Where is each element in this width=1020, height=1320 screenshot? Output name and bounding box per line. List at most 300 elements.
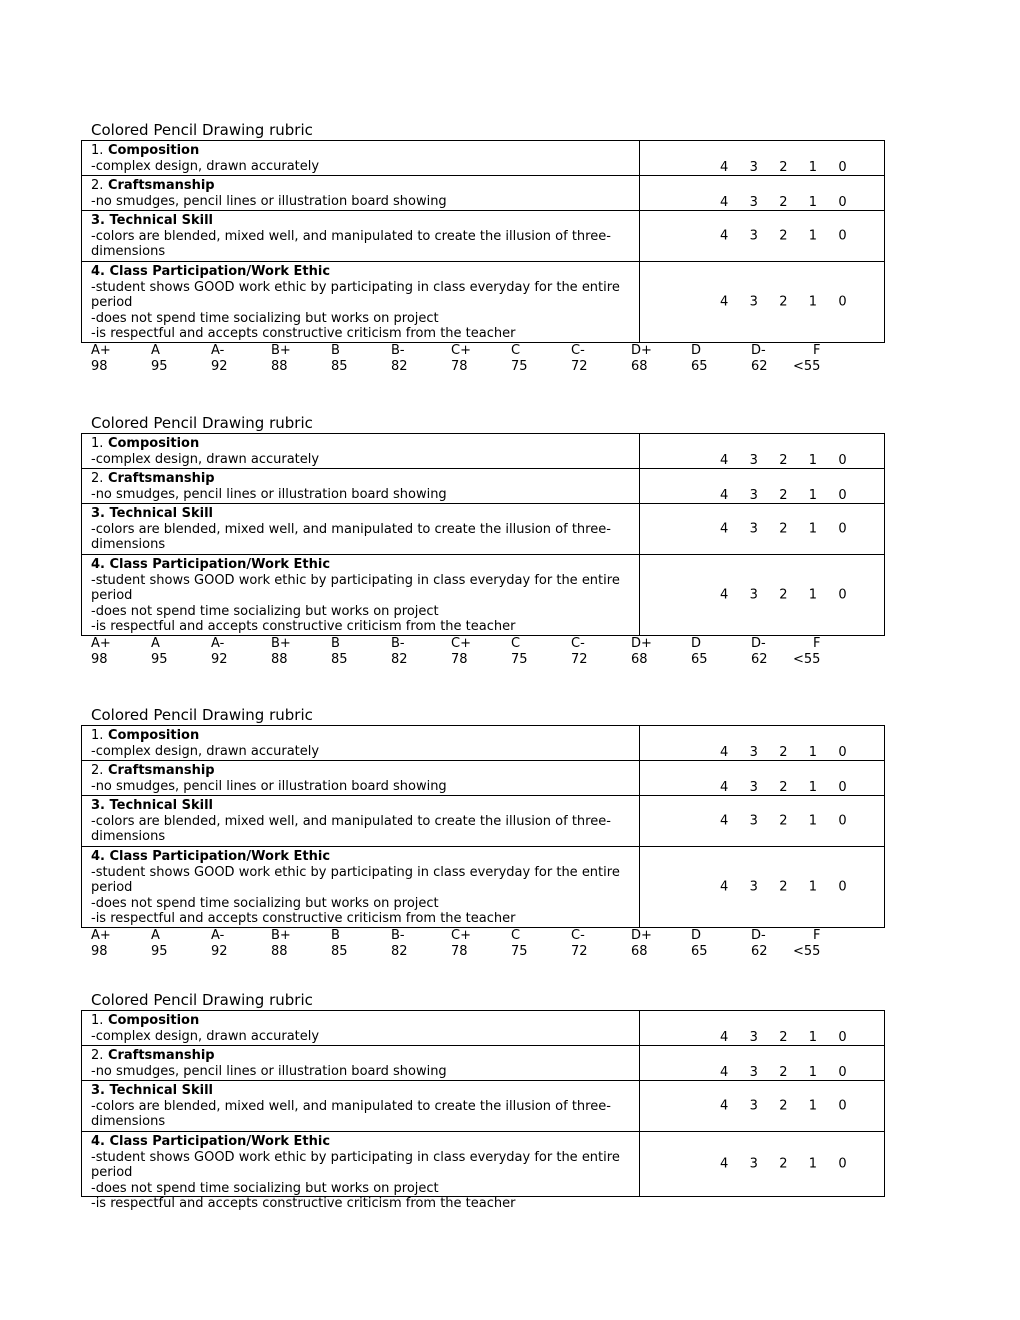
grade-values-row — [91, 944, 885, 960]
grade-value: <55 — [793, 943, 821, 959]
grade-value: 88 — [271, 943, 288, 959]
criterion-number: 2. — [91, 471, 104, 486]
grade-letter: B- — [391, 636, 405, 651]
grade-value: <55 — [793, 651, 821, 667]
grade-value: 78 — [451, 943, 468, 959]
criterion-content — [91, 1083, 631, 1131]
grade-letter: D- — [751, 343, 766, 358]
criterion-heading — [91, 1013, 631, 1029]
criterion-row — [82, 211, 885, 262]
grade-value: 85 — [331, 943, 348, 959]
criterion-description: -is respectful and accepts constructive criticism from the teacher — [91, 326, 516, 341]
grade-value: 98 — [91, 943, 108, 959]
grade-value: 82 — [391, 651, 408, 667]
grade-value: 72 — [571, 943, 588, 959]
grade-value: 62 — [751, 651, 768, 667]
criterion-number: 2. — [91, 1048, 104, 1063]
score-option: 1 — [808, 1065, 818, 1080]
score-cell — [640, 761, 885, 796]
rubric-block — [81, 991, 885, 1211]
criterion-description: -student shows GOOD work ethic by participating in class everyday for the entire period — [91, 1149, 620, 1180]
grade-letter: B+ — [271, 636, 291, 651]
score-option: 1 — [808, 745, 818, 760]
criterion-content — [91, 178, 631, 210]
criterion-cell — [82, 1011, 640, 1046]
score-option: 3 — [749, 453, 758, 468]
grade-letter: A+ — [91, 636, 111, 651]
score-option: 2 — [779, 1065, 788, 1080]
grade-letter: B- — [391, 343, 405, 358]
score-option: 1 — [808, 453, 818, 468]
criterion-cell — [82, 469, 640, 504]
score-option: 1 — [808, 1156, 818, 1172]
score-option: 4 — [720, 488, 729, 503]
grade-value: 88 — [271, 358, 288, 374]
score-option: 4 — [720, 521, 729, 537]
grade-letter: C — [511, 928, 521, 943]
score-option: 3 — [749, 745, 758, 760]
criterion-number: 1. — [91, 436, 104, 451]
grade-letter: B — [331, 636, 340, 651]
score-cell — [640, 141, 885, 176]
score-options — [720, 588, 868, 603]
score-option: 0 — [838, 879, 847, 895]
score-option: 4 — [720, 879, 729, 895]
criterion-content — [91, 436, 631, 468]
criterion-row — [82, 1132, 885, 1197]
grade-letter: A — [151, 928, 160, 943]
criterion-number: 1. — [91, 1013, 104, 1028]
criterion-title: Technical Skill — [109, 506, 213, 521]
rubric-table — [81, 725, 885, 928]
criterion-row — [82, 555, 885, 636]
criterion-content — [91, 763, 631, 795]
criterion-description: -no smudges, pencil lines or illustration board showing — [91, 486, 447, 502]
criterion-content — [91, 213, 631, 261]
criterion-cell — [82, 176, 640, 211]
score-option: 0 — [838, 587, 847, 603]
rubric-title: Colored Pencil Drawing rubric — [91, 414, 313, 432]
score-cell — [640, 262, 885, 343]
grade-value: 98 — [91, 358, 108, 374]
criterion-title: Technical Skill — [109, 1083, 213, 1098]
criterion-cell — [82, 1081, 640, 1132]
grade-letter: C- — [571, 928, 585, 943]
criterion-content — [91, 557, 631, 635]
grade-letter: C — [511, 343, 521, 358]
criterion-description: -student shows GOOD work ethic by participating in class everyday for the entire period — [91, 572, 620, 603]
criterion-number: 1. — [91, 728, 104, 743]
score-option: 3 — [749, 488, 758, 503]
criterion-cell — [82, 141, 640, 176]
grade-value: <55 — [793, 358, 821, 374]
score-cell — [640, 434, 885, 469]
grade-letter: C- — [571, 343, 585, 358]
score-option: 4 — [720, 1065, 729, 1080]
criterion-description: -no smudges, pencil lines or illustration board showing — [91, 193, 447, 209]
criterion-heading — [91, 213, 631, 229]
rubric-block — [81, 121, 885, 375]
criterion-title: Class Participation/Work Ethic — [109, 557, 331, 572]
criterion-title: Class Participation/Work Ethic — [109, 264, 331, 279]
criterion-heading — [91, 178, 631, 194]
grade-letter: C- — [571, 636, 585, 651]
grade-letter: A- — [211, 928, 225, 943]
score-option: 0 — [838, 453, 847, 468]
grade-letter: D — [691, 343, 702, 358]
grade-value: 62 — [751, 943, 768, 959]
score-option: 1 — [808, 879, 818, 895]
score-options — [720, 780, 868, 795]
score-option: 0 — [838, 488, 847, 503]
grade-letter: B — [331, 343, 340, 358]
score-options — [720, 1157, 868, 1172]
grade-value: 85 — [331, 651, 348, 667]
score-option: 0 — [838, 160, 847, 175]
criterion-row — [82, 1046, 885, 1081]
rubric-block — [81, 706, 885, 960]
score-option: 1 — [808, 195, 818, 210]
score-options — [720, 745, 868, 760]
grade-letter: D+ — [631, 928, 652, 943]
score-cell — [640, 469, 885, 504]
score-option: 3 — [749, 228, 758, 244]
score-cell — [640, 1081, 885, 1132]
criterion-cell — [82, 847, 640, 928]
criterion-description: -complex design, drawn accurately — [91, 451, 320, 467]
rubric-table — [81, 1010, 885, 1211]
score-option: 1 — [808, 780, 818, 795]
criterion-description: -no smudges, pencil lines or illustration board showing — [91, 1063, 447, 1079]
criterion-description: -student shows GOOD work ethic by participating in class everyday for the entire period — [91, 864, 620, 895]
criterion-heading — [91, 471, 631, 487]
criterion-content — [91, 1134, 631, 1211]
criterion-heading — [91, 143, 631, 159]
criterion-heading — [91, 798, 631, 814]
rubric-title: Colored Pencil Drawing rubric — [91, 706, 313, 724]
grade-value: 65 — [691, 943, 708, 959]
criterion-description: -complex design, drawn accurately — [91, 743, 320, 759]
grade-value: 78 — [451, 358, 468, 374]
criterion-title: Composition — [107, 436, 200, 451]
score-option: 0 — [838, 294, 847, 310]
criterion-cell — [82, 555, 640, 636]
grade-letter: C+ — [451, 343, 471, 358]
score-option: 0 — [838, 813, 847, 829]
grade-letter: A- — [211, 636, 225, 651]
grade-value: 98 — [91, 651, 108, 667]
score-option: 1 — [808, 1030, 818, 1045]
criterion-description: -complex design, drawn accurately — [91, 158, 320, 174]
criterion-title: Composition — [107, 728, 200, 743]
grade-value: 65 — [691, 651, 708, 667]
grade-value: 68 — [631, 358, 648, 374]
criterion-number: 4. — [91, 1134, 105, 1149]
grade-value: 75 — [511, 943, 528, 959]
criterion-row — [82, 504, 885, 555]
score-option: 0 — [838, 195, 847, 210]
criterion-row — [82, 262, 885, 343]
score-option: 2 — [779, 745, 788, 760]
score-option: 2 — [779, 879, 788, 895]
criterion-title: Technical Skill — [109, 213, 213, 228]
score-option: 4 — [720, 587, 729, 603]
score-option: 1 — [808, 228, 818, 244]
score-option: 3 — [749, 160, 758, 175]
criterion-description: -does not spend time socializing but works on project — [91, 603, 439, 619]
criterion-description: -does not spend time socializing but works on project — [91, 310, 439, 326]
criterion-heading — [91, 506, 631, 522]
score-option: 4 — [720, 1156, 729, 1172]
grade-letters-row — [91, 928, 885, 944]
criterion-row — [82, 796, 885, 847]
criterion-description: -is respectful and accepts constructive criticism from the teacher — [91, 911, 516, 926]
criterion-title: Craftsmanship — [107, 1048, 215, 1063]
grade-letter: B+ — [271, 928, 291, 943]
score-options — [720, 195, 868, 210]
score-option: 3 — [749, 879, 758, 895]
criterion-number: 4. — [91, 557, 105, 572]
score-option: 3 — [749, 195, 758, 210]
score-options — [720, 295, 868, 310]
grade-letter: F — [813, 343, 821, 358]
score-cell — [640, 726, 885, 761]
grade-value: 92 — [211, 358, 228, 374]
score-cell — [640, 1011, 885, 1046]
rubric-title: Colored Pencil Drawing rubric — [91, 991, 313, 1009]
score-option: 1 — [808, 813, 818, 829]
score-options — [720, 880, 868, 895]
rubric-block — [81, 414, 885, 668]
score-option: 1 — [808, 160, 818, 175]
criterion-title: Craftsmanship — [107, 763, 215, 778]
score-option: 4 — [720, 453, 729, 468]
criterion-content — [91, 143, 631, 175]
criterion-content — [91, 1048, 631, 1080]
criterion-cell — [82, 434, 640, 469]
score-option: 1 — [808, 1098, 818, 1114]
grade-value: 72 — [571, 651, 588, 667]
criterion-cell — [82, 796, 640, 847]
criterion-row — [82, 469, 885, 504]
criterion-content — [91, 471, 631, 503]
criterion-cell — [82, 504, 640, 555]
grade-scale — [91, 636, 885, 668]
grade-letter: C+ — [451, 928, 471, 943]
criterion-row — [82, 176, 885, 211]
grade-value: 92 — [211, 651, 228, 667]
grade-value: 75 — [511, 651, 528, 667]
criterion-title: Craftsmanship — [107, 471, 215, 486]
score-option: 2 — [779, 453, 788, 468]
score-options — [720, 453, 868, 468]
grade-letter: D- — [751, 636, 766, 651]
criterion-row — [82, 1011, 885, 1046]
score-option: 2 — [779, 521, 788, 537]
score-option: 2 — [779, 488, 788, 503]
score-option: 3 — [749, 1030, 758, 1045]
criterion-description: -colors are blended, mixed well, and manipulated to create the illusion of three-dimensions — [91, 521, 611, 552]
score-option: 0 — [838, 521, 847, 537]
grade-letter: A+ — [91, 343, 111, 358]
score-option: 2 — [779, 813, 788, 829]
score-option: 0 — [838, 228, 847, 244]
score-options — [720, 488, 868, 503]
score-option: 4 — [720, 813, 729, 829]
criterion-heading — [91, 557, 631, 573]
criterion-cell — [82, 262, 640, 343]
score-option: 3 — [749, 1098, 758, 1114]
score-option: 0 — [838, 745, 847, 760]
grade-letters-row — [91, 343, 885, 359]
criterion-cell — [82, 726, 640, 761]
score-option: 2 — [779, 780, 788, 795]
criterion-number: 3. — [91, 798, 105, 813]
score-option: 4 — [720, 745, 729, 760]
score-options — [720, 814, 868, 829]
criterion-description: -does not spend time socializing but works on project — [91, 1180, 439, 1196]
score-option: 4 — [720, 1030, 729, 1045]
score-option: 1 — [808, 587, 818, 603]
score-option: 3 — [749, 587, 758, 603]
grade-value: 82 — [391, 358, 408, 374]
score-options — [720, 1099, 868, 1114]
criterion-content — [91, 1013, 631, 1045]
score-option: 3 — [749, 521, 758, 537]
criterion-description: -complex design, drawn accurately — [91, 1028, 320, 1044]
score-options — [720, 160, 868, 175]
grade-value: 92 — [211, 943, 228, 959]
score-cell — [640, 555, 885, 636]
score-option: 0 — [838, 1098, 847, 1114]
criterion-cell — [82, 211, 640, 262]
grade-value: 95 — [151, 943, 168, 959]
score-option: 2 — [779, 195, 788, 210]
criterion-row — [82, 847, 885, 928]
score-option: 4 — [720, 228, 729, 244]
grade-values-row — [91, 652, 885, 668]
grade-value: 82 — [391, 943, 408, 959]
score-option: 0 — [838, 1156, 847, 1172]
criterion-description: -no smudges, pencil lines or illustration board showing — [91, 778, 447, 794]
score-options — [720, 229, 868, 244]
criterion-title: Technical Skill — [109, 798, 213, 813]
criterion-content — [91, 798, 631, 846]
criterion-description: -colors are blended, mixed well, and manipulated to create the illusion of three-dimensions — [91, 813, 611, 844]
grade-value: 78 — [451, 651, 468, 667]
score-option: 4 — [720, 780, 729, 795]
criterion-row — [82, 726, 885, 761]
criterion-description: -colors are blended, mixed well, and manipulated to create the illusion of three-dimensions — [91, 228, 611, 259]
score-cell — [640, 504, 885, 555]
score-option: 2 — [779, 160, 788, 175]
score-option: 3 — [749, 813, 758, 829]
score-cell — [640, 1132, 885, 1197]
grade-value: 65 — [691, 358, 708, 374]
grade-value: 68 — [631, 651, 648, 667]
score-option: 2 — [779, 294, 788, 310]
criterion-heading — [91, 264, 631, 280]
criterion-number: 3. — [91, 1083, 105, 1098]
criterion-number: 2. — [91, 763, 104, 778]
grade-letter: D+ — [631, 343, 652, 358]
criterion-number: 2. — [91, 178, 104, 193]
score-option: 2 — [779, 228, 788, 244]
criterion-description: -is respectful and accepts constructive criticism from the teacher — [91, 1196, 516, 1211]
score-option: 3 — [749, 780, 758, 795]
grade-value: 68 — [631, 943, 648, 959]
criterion-number: 4. — [91, 849, 105, 864]
grade-letter: D — [691, 636, 702, 651]
score-cell — [640, 211, 885, 262]
score-option: 0 — [838, 1065, 847, 1080]
score-option: 3 — [749, 294, 758, 310]
grade-letter: C+ — [451, 636, 471, 651]
criterion-number: 1. — [91, 143, 104, 158]
criterion-title: Craftsmanship — [107, 178, 215, 193]
score-options — [720, 1065, 868, 1080]
grade-letter: A — [151, 636, 160, 651]
criterion-number: 3. — [91, 213, 105, 228]
grade-value: 95 — [151, 358, 168, 374]
score-option: 1 — [808, 294, 818, 310]
criterion-title: Composition — [107, 1013, 200, 1028]
score-cell — [640, 1046, 885, 1081]
criterion-row — [82, 141, 885, 176]
rubric-table — [81, 433, 885, 636]
grade-scale — [91, 343, 885, 375]
criterion-cell — [82, 1046, 640, 1081]
score-option: 3 — [749, 1156, 758, 1172]
grade-letter: A+ — [91, 928, 111, 943]
criterion-row — [82, 1081, 885, 1132]
grade-letter: C — [511, 636, 521, 651]
grade-letter: B — [331, 928, 340, 943]
score-option: 4 — [720, 160, 729, 175]
score-option: 0 — [838, 780, 847, 795]
rubric-table — [81, 140, 885, 343]
criterion-description: -does not spend time socializing but works on project — [91, 895, 439, 911]
criterion-number: 3. — [91, 506, 105, 521]
score-options — [720, 522, 868, 537]
criterion-cell — [82, 761, 640, 796]
grade-letter: A — [151, 343, 160, 358]
score-cell — [640, 796, 885, 847]
criterion-row — [82, 761, 885, 796]
score-option: 2 — [779, 1030, 788, 1045]
criterion-heading — [91, 728, 631, 744]
criterion-title: Class Participation/Work Ethic — [109, 1134, 331, 1149]
grade-letter: D- — [751, 928, 766, 943]
criterion-description: -is respectful and accepts constructive criticism from the teacher — [91, 619, 516, 634]
grade-value: 95 — [151, 651, 168, 667]
criterion-heading — [91, 1083, 631, 1099]
criterion-heading — [91, 1048, 631, 1064]
grade-scale — [91, 928, 885, 960]
score-option: 2 — [779, 1098, 788, 1114]
criterion-cell — [82, 1132, 640, 1211]
criterion-heading — [91, 763, 631, 779]
criterion-heading — [91, 436, 631, 452]
grade-letter: B- — [391, 928, 405, 943]
criterion-description: -student shows GOOD work ethic by participating in class everyday for the entire period — [91, 279, 620, 310]
score-option: 4 — [720, 1098, 729, 1114]
criterion-number: 4. — [91, 264, 105, 279]
score-option: 2 — [779, 587, 788, 603]
criterion-heading — [91, 1134, 631, 1150]
score-option: 1 — [808, 488, 818, 503]
grade-letter: D — [691, 928, 702, 943]
